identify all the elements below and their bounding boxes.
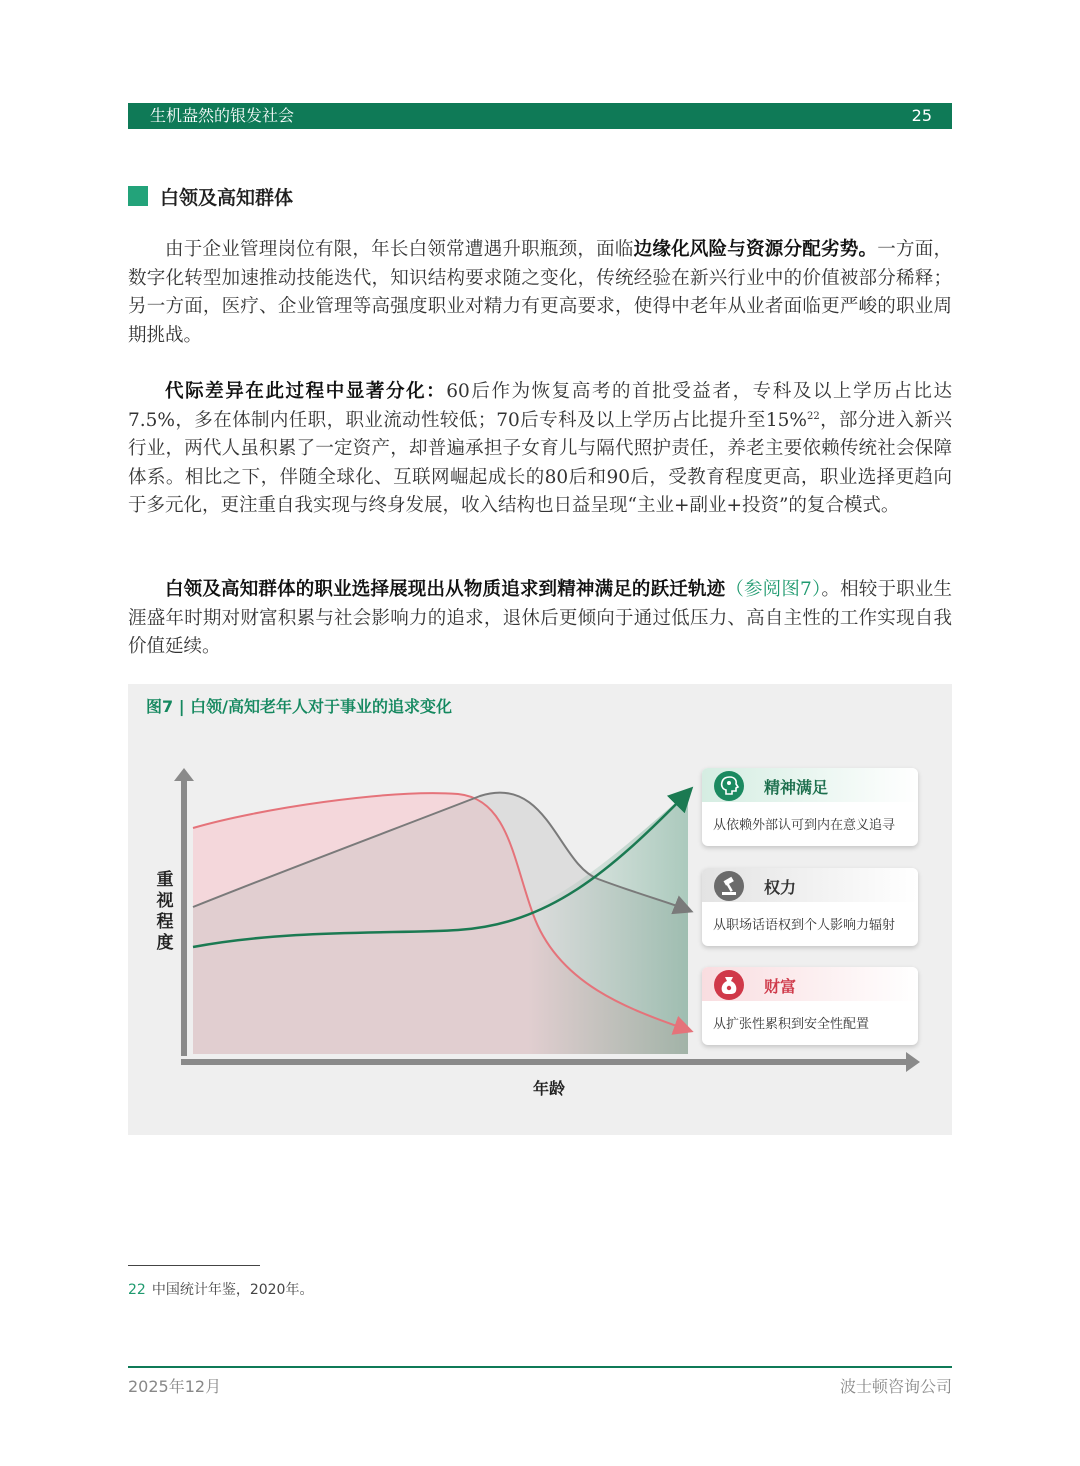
p2-text-b: 60后作为恢复高考的首批受益者，专科及以上学历占比达7.5%，多在体制内任职，职业流动性较低；70后专科及以上学历占比提升至15% — [128, 381, 952, 431]
card-spiritual — [702, 768, 918, 846]
p1-text-a: 由于企业管理岗位有限，年长白领常遭遇升职瓶颈，面临 — [165, 239, 634, 260]
footnote — [128, 1279, 313, 1299]
p3-text-b: 。相较于职业生涯盛年时期对财富积累与社会影响力的追求，退休后更倾向于通过低压力、高自主性的工作实现自我价值延续。 — [128, 579, 952, 657]
head-icon — [714, 771, 744, 801]
card-description: 从依赖外部认可到内在意义追寻 — [713, 818, 896, 833]
footer-divider — [128, 1366, 952, 1368]
footnote-ref[interactable]: 22 — [806, 410, 820, 422]
p1-text-c: 一方面，数字化转型加速推动技能迭代，知识结构要求随之变化，传统经验在新兴行业中的价值被部分稀释；另一方面，医疗、企业管理等高强度职业对精力有更高要求，使得中老年从业者面临更严峻的职业周期挑战。 — [128, 239, 952, 346]
x-axis-label: 年龄 — [533, 1079, 566, 1098]
footer-organization: 波士顿咨询公司 — [839, 1377, 952, 1396]
footnote-number: 22 — [128, 1282, 146, 1298]
card-description: 从职场话语权到个人影响力辐射 — [713, 918, 896, 933]
card-description: 从扩张性累积到安全性配置 — [713, 1017, 870, 1032]
card-title: 精神满足 — [764, 778, 829, 797]
p2-bold: 代际差异在此过程中显著分化： — [165, 381, 447, 402]
card-wealth — [702, 967, 918, 1045]
section-heading: 白领及高知群体 — [160, 186, 294, 209]
paragraph-3 — [128, 576, 952, 662]
page-number: 25 — [911, 106, 932, 125]
paragraph-2 — [128, 378, 952, 521]
money-bag-icon — [714, 970, 744, 1000]
section-header — [128, 183, 293, 209]
card-power — [702, 868, 918, 946]
y-axis-label: 重视程度 — [156, 870, 174, 953]
figure-title: 图7 | 白领/高知老年人对于事业的追求变化 — [146, 697, 452, 716]
y-axis-arrow — [174, 768, 194, 781]
paragraph-1 — [128, 236, 952, 350]
section-marker — [128, 186, 148, 206]
p2-text-c: ，部分进入新兴行业，两代人虽积累了一定资产，却普遍承担子女育儿与隔代照护责任，养老主要依赖传统社会保障体系。相比之下，伴随全球化、互联网崛起成长的80后和90后，受教育程度更高，职业选择更趋向于多元化，更注重自我实现与终身发展，收入结构也日益呈现“主业+副业+投资”的复合模式。 — [128, 409, 952, 516]
x-axis-arrow — [906, 1052, 920, 1072]
card-title: 财富 — [764, 977, 797, 996]
report-title: 生机盎然的银发社会 — [150, 106, 295, 125]
footer-date: 2025年12月 — [128, 1377, 222, 1396]
footnote-divider — [128, 1265, 260, 1266]
header-bar — [128, 103, 952, 129]
p1-bold: 边缘化风险与资源分配劣势。 — [633, 239, 878, 260]
p3-bold: 白领及高知群体的职业选择展现出从物质追求到精神满足的跃迁轨迹 — [165, 579, 726, 600]
card-title: 权力 — [764, 878, 797, 897]
footnote-text: 中国统计年鉴，2020年。 — [151, 1282, 314, 1298]
figure-reference-link[interactable]: （参阅图7） — [725, 579, 822, 600]
figure-7 — [128, 684, 952, 1135]
gavel-icon — [714, 871, 744, 901]
